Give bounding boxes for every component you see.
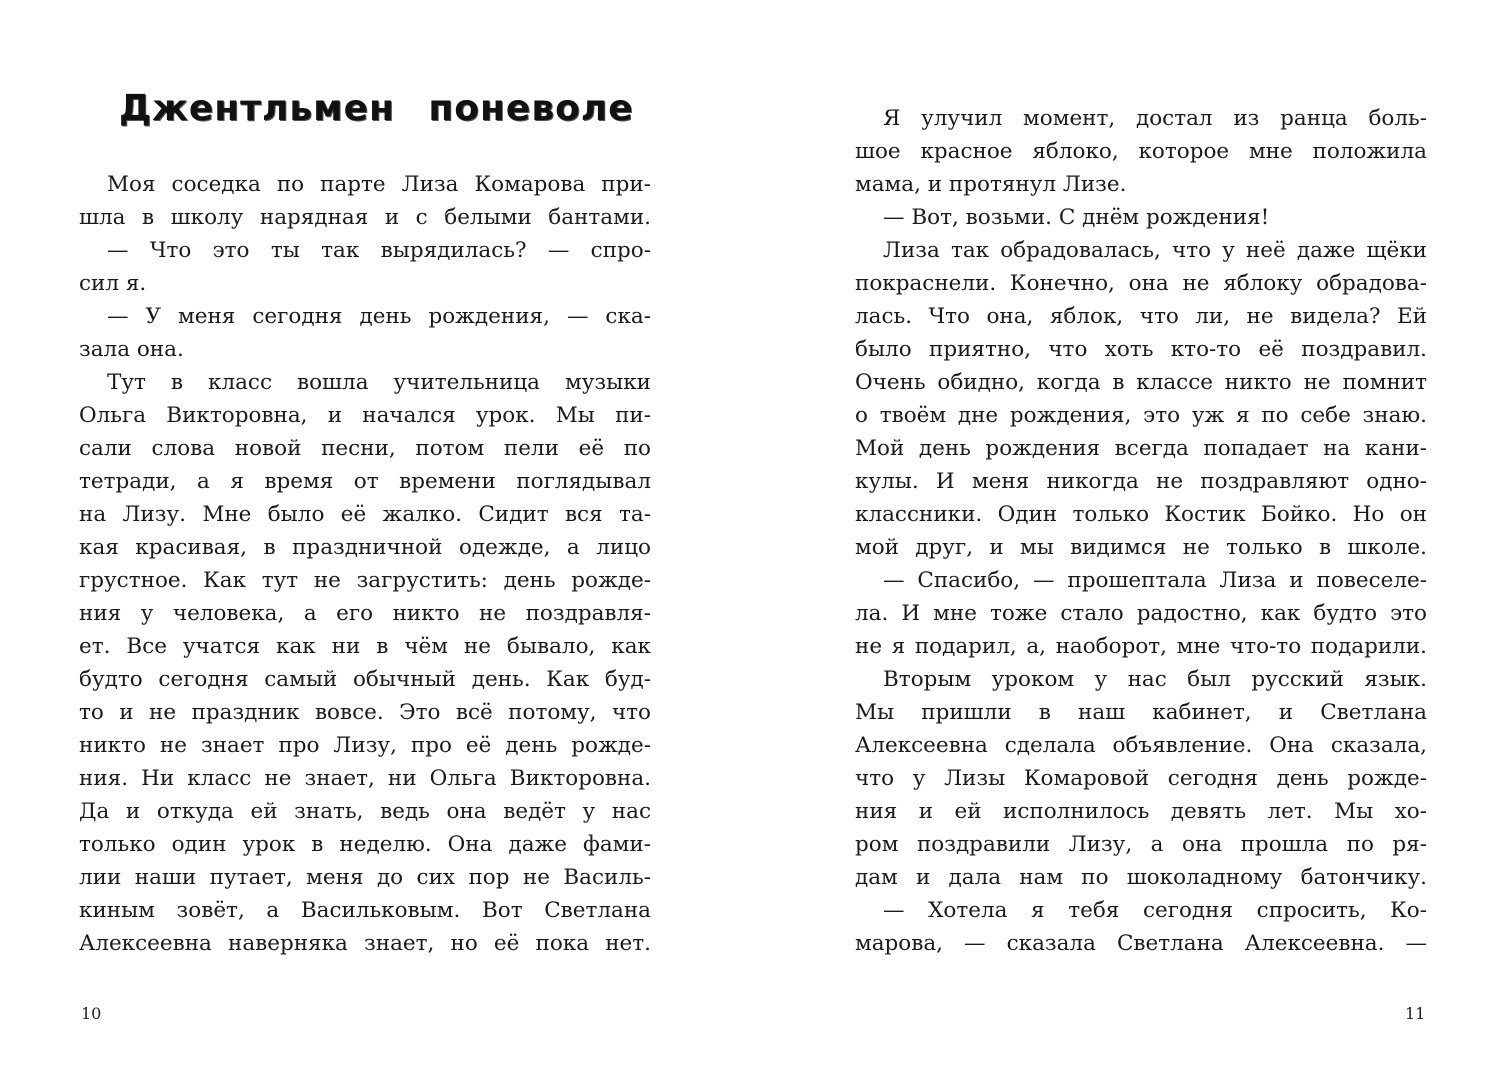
text-line: Ольга Викторовна, и начался урок. Мы пи- <box>79 403 651 428</box>
page-number: 11 <box>1405 1004 1426 1023</box>
text-line: покраснели. Конечно, она не яблоку обрадова- <box>855 271 1427 296</box>
text-line: Я улучил момент, достал из ранца боль- <box>883 106 1427 131</box>
right-page-text <box>855 102 1427 960</box>
text-line: тетради, а я время от времени поглядывал <box>79 469 651 494</box>
text-line: классники. Один только Костик Бойко. Но он <box>855 502 1427 527</box>
text-line: Тут в класс вошла учительница музыки <box>107 370 651 395</box>
text-line: шое красное яблоко, которое мне положила <box>855 139 1427 164</box>
text-line: ния. Ни класс не знает, ни Ольга Викторовна. <box>79 766 651 791</box>
text-line: — Хотела я тебя сегодня спросить, Ко- <box>883 898 1427 923</box>
text-line: Алексеевна сделала объявление. Она сказала, <box>855 733 1427 758</box>
text-line: никто не знает про Лизу, про её день рожде- <box>79 733 651 758</box>
text-line: ния у человека, а его никто не поздравля- <box>79 601 651 626</box>
text-line: кулы. И меня никогда не поздравляют одно- <box>855 469 1427 494</box>
text-line: кая красивая, в праздничной одежде, а лицо <box>79 535 651 560</box>
text-line: лии наши путает, меня до сих пор не Василь- <box>79 865 651 890</box>
text-line: — Что это ты так вырядилась? — спро- <box>107 238 651 263</box>
text-line: — Спасибо, — прошептала Лиза и повеселе- <box>883 568 1427 593</box>
text-line: зала она. <box>79 337 184 362</box>
text-line: Алексеевна наверняка знает, но её пока нет. <box>79 931 651 956</box>
text-line: — Вот, возьми. С днём рождения! <box>883 205 1270 230</box>
text-line: было приятно, что хоть кто-то её поздравил. <box>855 337 1427 362</box>
chapter-title: Джентльмен поневоле <box>119 88 634 129</box>
text-line: лась. Что она, яблок, что ли, не видела? Ей <box>855 304 1427 329</box>
text-line: ет. Все учатся как ни в чём не бывало, как <box>79 634 651 659</box>
text-line: Очень обидно, когда в классе никто не помнит <box>855 370 1427 395</box>
text-line: ром поздравили Лизу, а она прошла по ря- <box>855 832 1427 857</box>
text-line: только один урок в неделю. Она даже фами- <box>79 832 651 857</box>
text-line: что у Лизы Комаровой сегодня день рожде- <box>855 766 1427 791</box>
page-number: 10 <box>81 1004 102 1023</box>
text-line: киным зовёт, а Васильковым. Вот Светлана <box>79 898 651 923</box>
text-line: не я подарил, а, наоборот, мне что-то подарили. <box>855 634 1427 659</box>
text-line: сил я. <box>79 271 147 296</box>
text-line: о твоём дне рождения, это уж я по себе знаю. <box>855 403 1427 428</box>
text-line: мой друг, и мы видимся не только в школе. <box>855 535 1427 560</box>
text-line: грустное. Как тут не загрустить: день рожде- <box>79 568 651 593</box>
text-line: марова, — сказала Светлана Алексеевна. — <box>855 931 1427 956</box>
text-line: Мы пришли в наш кабинет, и Светлана <box>855 700 1427 725</box>
text-line: Моя соседка по парте Лиза Комарова при- <box>107 172 651 197</box>
text-line: дам и дала нам по шоколадному батончику. <box>855 865 1427 890</box>
text-line: — У меня сегодня день рождения, — ска- <box>107 304 651 329</box>
text-line: ла. И мне тоже стало радостно, как будто это <box>855 601 1427 626</box>
left-page-text <box>79 168 651 960</box>
text-line: сали слова новой песни, потом пели её по <box>79 436 651 461</box>
text-line: ния и ей исполнилось девять лет. Мы хо- <box>855 799 1427 824</box>
text-line: мама, и протянул Лизе. <box>855 172 1127 197</box>
text-line: на Лизу. Мне было её жалко. Сидит вся та- <box>79 502 651 527</box>
text-line: Мой день рождения всегда попадает на кани- <box>855 436 1427 461</box>
text-line: то и не праздник вовсе. Это всё потому, что <box>79 700 651 725</box>
text-line: Да и откуда ей знать, ведь она ведёт у нас <box>79 799 651 824</box>
text-line: будто сегодня самый обычный день. Как буд- <box>79 667 651 692</box>
text-line: Лиза так обрадовалась, что у неё даже щёки <box>883 238 1427 263</box>
text-line: шла в школу нарядная и с белыми бантами. <box>79 205 651 230</box>
text-line: Вторым уроком у нас был русский язык. <box>883 667 1427 692</box>
